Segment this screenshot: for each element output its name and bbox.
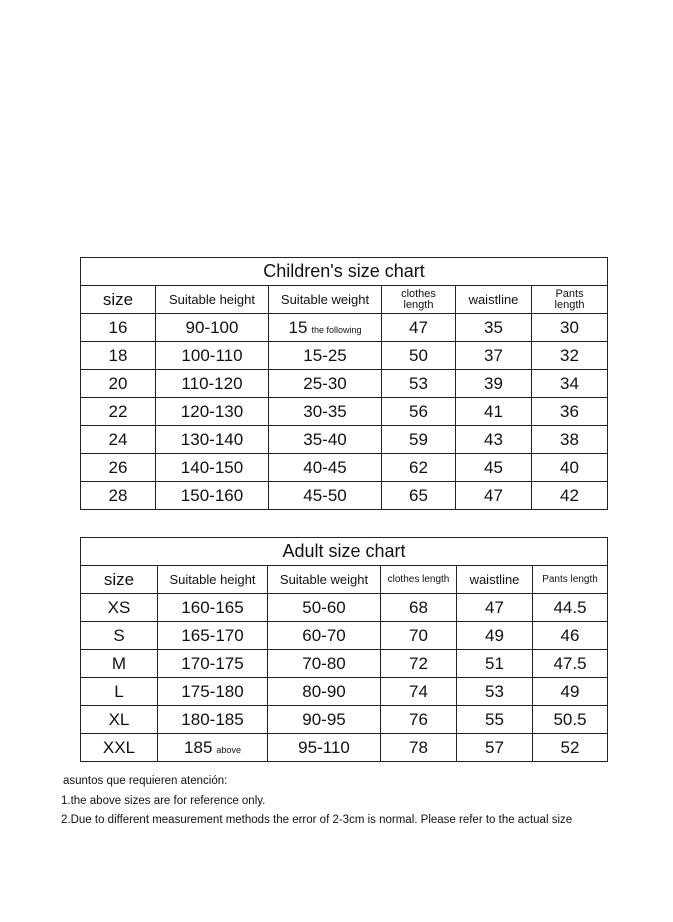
cell-value: 30-35 (303, 401, 347, 421)
table-cell (81, 650, 158, 678)
cell-value: 50.5 (553, 709, 587, 729)
table-cell (381, 594, 457, 622)
cell-value: 45 (484, 457, 503, 477)
cell-value: 22 (108, 401, 128, 421)
table-cell (156, 454, 269, 482)
cell-value: 44.5 (553, 597, 587, 617)
cell-value: 59 (409, 429, 428, 449)
table-cell (533, 678, 608, 706)
children-header-row (81, 286, 608, 314)
table-cell (533, 734, 608, 762)
table-cell (156, 426, 269, 454)
table-cell (382, 314, 456, 342)
header-pants-length: Pants length (532, 286, 608, 314)
table-cell (533, 650, 608, 678)
table-cell (81, 594, 158, 622)
header-height: Suitable height (158, 566, 268, 594)
table-cell (456, 398, 532, 426)
table-row (81, 622, 608, 650)
note-2: 2.Due to different measurement methods the error of 2-3cm is normal. Please refer to the actual size (61, 814, 573, 826)
header-size: size (81, 286, 156, 314)
table-cell (382, 482, 456, 510)
table-cell (533, 706, 608, 734)
table-row (81, 706, 608, 734)
table-cell (382, 370, 456, 398)
cell-value: 160-165 (181, 597, 244, 617)
table-cell (533, 622, 608, 650)
cell-value: 38 (560, 429, 579, 449)
cell-value: XXL (102, 737, 136, 757)
cell-note: above (216, 744, 241, 755)
table-cell (158, 622, 268, 650)
cell-value: 25-30 (303, 373, 347, 393)
cell-value: M (111, 653, 127, 673)
adult-table-title: Adult size chart (81, 538, 608, 566)
cell-value: 20 (108, 373, 128, 393)
cell-value: 42 (560, 485, 579, 505)
cell-value: 50 (409, 345, 428, 365)
cell-value: 47 (485, 597, 504, 617)
table-cell (382, 342, 456, 370)
cell-value: 110-120 (181, 373, 243, 393)
note-1: 1.the above sizes are for reference only. (61, 794, 266, 807)
cell-value: 24 (108, 429, 128, 449)
table-cell (269, 454, 382, 482)
cell-value: 51 (485, 653, 504, 673)
cell-value: S (113, 625, 125, 645)
table-cell (81, 314, 156, 342)
cell-value: 120-130 (180, 401, 244, 421)
table-cell (268, 594, 381, 622)
header-clothes-length: clothes length (381, 566, 457, 594)
cell-value: 35-40 (303, 429, 347, 449)
cell-value: 35 (484, 317, 503, 337)
cell-value: 78 (409, 737, 428, 757)
cell-value: 15 (288, 317, 308, 337)
cell-value: 50-60 (302, 597, 346, 617)
table-cell (382, 454, 456, 482)
table-cell (269, 370, 382, 398)
cell-value: 40-45 (303, 457, 347, 477)
table-cell (268, 678, 381, 706)
table-cell (158, 650, 268, 678)
cell-value: L (114, 681, 124, 701)
table-cell (81, 426, 156, 454)
cell-value: 30 (560, 317, 579, 337)
table-cell (456, 482, 532, 510)
table-cell (269, 314, 382, 342)
table-row (81, 426, 608, 454)
cell-value: 76 (409, 709, 428, 729)
header-pants-length: Pants length (533, 566, 608, 594)
table-cell (457, 678, 533, 706)
table-row (81, 678, 608, 706)
cell-value: 72 (409, 653, 428, 673)
table-cell (81, 454, 156, 482)
header-waistline: waistline (457, 566, 533, 594)
cell-value: 100-110 (181, 345, 243, 365)
table-cell (156, 370, 269, 398)
table-cell (158, 734, 268, 762)
table-cell (269, 342, 382, 370)
table-cell (532, 370, 608, 398)
table-cell (81, 370, 156, 398)
cell-value: 46 (560, 625, 580, 645)
table-cell (81, 734, 158, 762)
cell-value: 74 (409, 681, 428, 701)
cell-value: 37 (484, 345, 503, 365)
cell-value: 150-160 (180, 485, 244, 505)
cell-value: 53 (485, 681, 504, 701)
cell-value: 49 (485, 625, 504, 645)
cell-value: 80-90 (302, 681, 346, 701)
cell-value: 70 (409, 625, 428, 645)
table-cell (81, 482, 156, 510)
notes-heading: asuntos que requieren atención: (63, 775, 228, 787)
cell-value: 55 (485, 709, 504, 729)
table-row (81, 342, 608, 370)
cell-value: 170-175 (181, 653, 244, 673)
cell-value: 56 (409, 401, 428, 421)
table-cell (456, 314, 532, 342)
header-size: size (81, 566, 158, 594)
table-cell (532, 314, 608, 342)
table-cell (457, 594, 533, 622)
table-row (81, 650, 608, 678)
cell-value: 28 (108, 485, 128, 505)
table-cell (381, 622, 457, 650)
table-cell (268, 650, 381, 678)
table-cell (81, 678, 158, 706)
cell-value: 185 (184, 737, 213, 757)
table-cell (532, 482, 608, 510)
cell-value: 47 (484, 485, 503, 505)
cell-value: 26 (108, 457, 128, 477)
table-row (81, 398, 608, 426)
table-cell (532, 426, 608, 454)
table-cell (532, 342, 608, 370)
cell-value: 57 (485, 737, 504, 757)
cell-value: 41 (484, 401, 503, 421)
adult-size-table (80, 537, 608, 762)
table-cell (456, 454, 532, 482)
cell-value: 90-100 (185, 317, 239, 337)
table-cell (532, 398, 608, 426)
table-row (81, 594, 608, 622)
table-cell (81, 342, 156, 370)
table-row (81, 370, 608, 398)
table-cell (268, 734, 381, 762)
cell-value: 165-170 (181, 625, 244, 645)
table-cell (532, 454, 608, 482)
cell-value: 47.5 (553, 653, 587, 673)
table-cell (269, 482, 382, 510)
table-cell (381, 734, 457, 762)
cell-value: 95-110 (298, 737, 350, 757)
table-row (81, 314, 608, 342)
cell-value: XL (108, 709, 130, 729)
table-cell (158, 594, 268, 622)
notes-section (61, 772, 572, 831)
table-cell (456, 370, 532, 398)
table-cell (457, 650, 533, 678)
table-cell (81, 398, 156, 426)
table-cell (456, 426, 532, 454)
cell-value: XS (107, 597, 131, 617)
table-cell (457, 706, 533, 734)
children-table-title: Children's size chart (81, 258, 608, 286)
table-cell (268, 706, 381, 734)
table-row (81, 482, 608, 510)
header-weight: Suitable weight (268, 566, 381, 594)
table-cell (457, 622, 533, 650)
table-cell (156, 342, 269, 370)
table-cell (381, 650, 457, 678)
header-clothes-length: clothes length (382, 286, 456, 314)
table-cell (268, 622, 381, 650)
cell-value: 18 (108, 345, 128, 365)
table-cell (381, 678, 457, 706)
adult-header-row (81, 566, 608, 594)
cell-value: 16 (108, 317, 128, 337)
table-cell (533, 594, 608, 622)
cell-value: 47 (409, 317, 428, 337)
cell-value: 40 (560, 457, 579, 477)
cell-value: 70-80 (302, 653, 346, 673)
table-cell (156, 314, 269, 342)
cell-note: the following (311, 324, 362, 335)
cell-value: 180-185 (181, 709, 244, 729)
table-cell (158, 678, 268, 706)
cell-value: 32 (560, 345, 579, 365)
cell-value: 15-25 (303, 345, 347, 365)
cell-value: 43 (484, 429, 503, 449)
table-cell (156, 482, 269, 510)
table-cell (158, 706, 268, 734)
table-cell (269, 398, 382, 426)
cell-value: 62 (409, 457, 428, 477)
cell-value: 34 (560, 373, 579, 393)
cell-value: 39 (484, 373, 503, 393)
cell-value: 45-50 (303, 485, 347, 505)
cell-value: 68 (409, 597, 428, 617)
cell-value: 65 (409, 485, 428, 505)
header-waistline: waistline (456, 286, 532, 314)
cell-value: 175-180 (181, 681, 244, 701)
table-row (81, 454, 608, 482)
table-cell (382, 398, 456, 426)
table-cell (156, 398, 269, 426)
cell-value: 60-70 (302, 625, 346, 645)
table-cell (456, 342, 532, 370)
cell-value: 130-140 (180, 429, 244, 449)
table-cell (381, 706, 457, 734)
header-weight: Suitable weight (269, 286, 382, 314)
cell-value: 53 (409, 373, 428, 393)
table-cell (81, 706, 158, 734)
children-size-table (80, 257, 608, 510)
header-height: Suitable height (156, 286, 269, 314)
table-cell (457, 734, 533, 762)
table-row (81, 734, 608, 762)
cell-value: 140-150 (180, 457, 244, 477)
cell-value: 36 (560, 401, 579, 421)
table-cell (269, 426, 382, 454)
cell-value: 49 (560, 681, 580, 701)
table-cell (382, 426, 456, 454)
cell-value: 90-95 (302, 709, 346, 729)
cell-value: 52 (560, 737, 580, 757)
table-cell (81, 622, 158, 650)
